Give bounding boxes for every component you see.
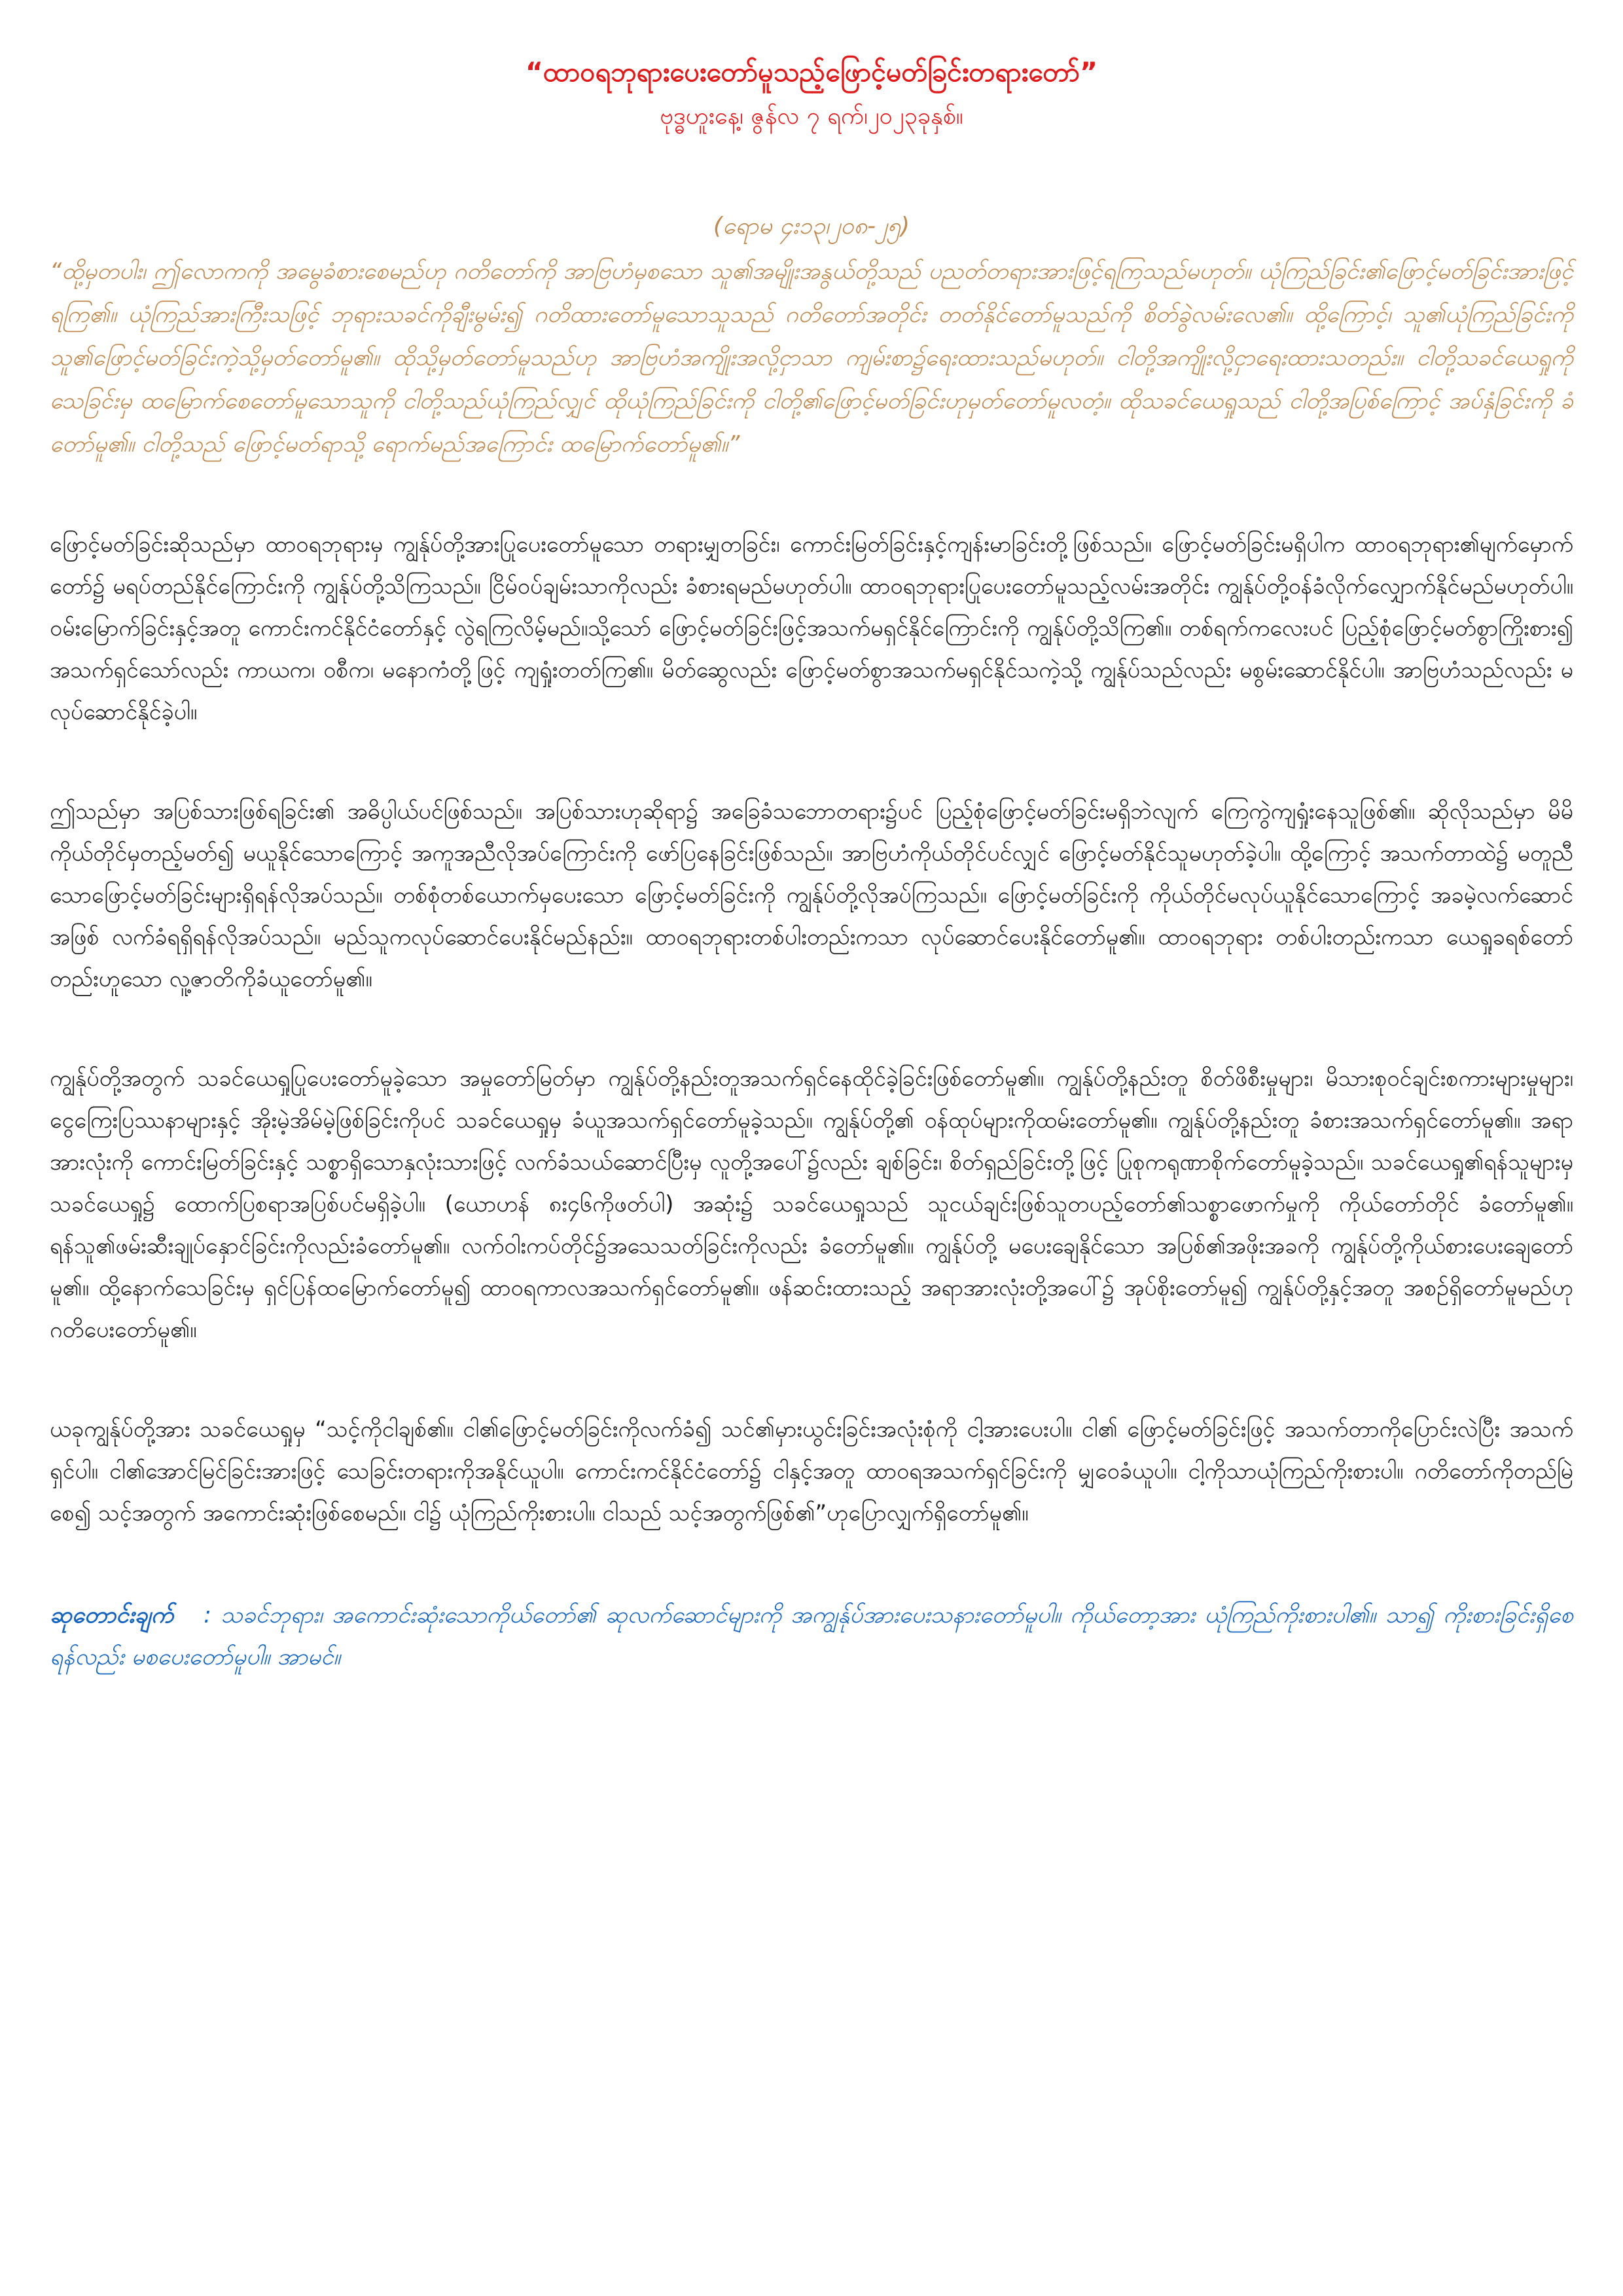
date-line: ဗုဒ္ဓဟူးနေ့၊ ဇွန်လ ၇ ရက်၊၂၀၂၃ခုနှစ်။ bbox=[660, 103, 963, 130]
page-title: “ထာဝရဘုရားပေးတော်မူသည့်ဖြောင့်မတ်ခြင်းတရားတော်” bbox=[525, 56, 1098, 88]
body-paragraph-3: ကျွန်ုပ်တို့အတွက် သခင်ယေရှုပြုပေးတော်မူခဲ့သော အမှုတော်မြတ်မှာ ကျွန်ုပ်တို့နည်းတူအသက်ရှင်နေထိုင်ခဲ့ခြင်းဖြစ်တော်မူ၏။ ကျွန်ုပ်တို့နည်းတူ စိတ်ဖိစီးမှုများ၊ မိသားစုဝင်ချင်းစကားများမှုများ၊ ငွေကြေးပြဿနာများနှင့် အိုးမဲ့အိမ်မဲ့ဖြစ်ခြင်းကိုပင် သခင်ယေရှုမှ ခံယူအသက်ရှင်တော်မူခဲ့သည်။ ကျွန်ုပ်တို့၏ ဝန်ထုပ်များကိုထမ်းတော်မူ၏။ ကျွန်ုပ်တို့နည်းတူ ခံစားအသက်ရှင်တော်မူ၏။ အရာအားလုံးကို ကောင်းမြတ်ခြင်းနှင့် သစ္စာရှိသောနှလုံးသားဖြင့် လက်ခံသယ်ဆောင်ပြီးမှ လူတို့အပေါ်၌လည်း ချစ်ခြင်း၊ စိတ်ရှည်ခြင်းတို့ဖြင့် ပြုစုကရုဏာစိုက်တော်မူခဲ့သည်။ သခင်ယေရှု၏ရန်သူများမှ သခင်ယေရှု၌ ထောက်ပြစရာအပြစ်ပင်မရှိခဲ့ပါ။ (ယောဟန် ၈း၄၆ကိုဖတ်ပါ) အဆုံး၌ သခင်ယေရှုသည် သူငယ်ချင်းဖြစ်သူတပည့်တော်၏သစ္စာဖောက်မှုကို ကိုယ်တော်တိုင် ခံတော်မူ၏။ ရန်သူ၏ဖမ်းဆီးချုပ်နှောင်ခြင်းကိုလည်းခံတော်မူ၏။ လက်ဝါးကပ်တိုင်၌အသေသတ်ခြင်းကိုလည်း ခံတော်မူ၏။ ကျွန်ုပ်တို့ မပေးချေနိုင်သော အပြစ်၏အဖိုးအခကို ကျွန်ုပ်တို့ကိုယ်စားပေးချေတော်မူ၏။ ထို့နောက်သေခြင်းမှ ရှင်ပြန်ထမြောက်တော်မူ၍ ထာဝရကာလအသက်ရှင်တော်မူ၏။ ဖန်ဆင်းထားသည့် အရာအားလုံးတို့အပေါ်၌ အုပ်စိုးတော်မူ၍ ကျွန်ုပ်တို့နှင့်အတူ အစဉ်ရှိတော်မူမည်ဟု ဂတိပေးတော်မူ၏။ bbox=[50, 1066, 1573, 1343]
body-paragraph-4: ယခုကျွန်ုပ်တို့အား သခင်ယေရှုမှ “သင့်ကိုငါချစ်၏။ ငါ၏ဖြောင့်မတ်ခြင်းကိုလက်ခံ၍ သင်၏မှားယွင်းခြင်းအလုံးစုံကို ငါ့အားပေးပါ။ ငါ၏ ဖြောင့်မတ်ခြင်းဖြင့် အသက်တာကိုပြောင်းလဲပြီး အသက်ရှင်ပါ။ ငါ၏အောင်မြင်ခြင်းအားဖြင့် သေခြင်းတရားကိုအနိုင်ယူပါ။ ကောင်းကင်နိုင်ငံတော်၌ ငါနှင့်အတူ ထာဝရအသက်ရှင်ခြင်းကို မျှဝေခံယူပါ။ ငါ့ကိုသာယုံကြည်ကိုးစားပါ။ ဂတိတော်ကိုတည်မြဲစေ၍ သင့်အတွက် အကောင်းဆုံးဖြစ်စေမည်။ ငါ၌ ယုံကြည်ကိုးစားပါ။ ငါသည် သင့်အတွက်ဖြစ်၏”ဟုပြောလျှက်ရှိတော်မူ၏။ bbox=[50, 1416, 1573, 1526]
prayer-section bbox=[50, 1594, 1573, 1678]
body-paragraph-2: ဤသည်မှာ အပြစ်သားဖြစ်ရခြင်း၏ အဓိပ္ပါယ်ပင်ဖြစ်သည်။ အပြစ်သားဟုဆိုရာ၌ အခြေခံသဘောတရား၌ပင် ပြည့်စုံဖြောင့်မတ်ခြင်းမရှိဘဲလျက် ကြေကွဲကျရှုံးနေသူဖြစ်၏။ ဆိုလိုသည်မှာ မိမိကိုယ်တိုင်မှတည့်မတ်၍ မယူနိုင်သောကြောင့် အကူအညီလိုအပ်ကြောင်းကို ဖော်ပြနေခြင်းဖြစ်သည်။ အာဗြဟံကိုယ်တိုင်ပင်လျှင် ဖြောင့်မတ်နိုင်သူမဟုတ်ခဲ့ပါ။ ထို့ကြောင့် အသက်တာထဲ၌ မတူညီသောဖြောင့်မတ်ခြင်းများရှိရန်လိုအပ်သည်။ တစ်စုံတစ်ယောက်မှပေးသော ဖြောင့်မတ်ခြင်းကို ကျွန်ုပ်တို့လိုအပ်ကြသည်။ ဖြောင့်မတ်ခြင်းကို ကိုယ်တိုင်မလုပ်ယူနိုင်သောကြောင့် အခမဲ့လက်ဆောင်အဖြစ် လက်ခံရရှိရန်လိုအပ်သည်။ မည်သူကလုပ်ဆောင်ပေးနိုင်မည်နည်း။ ထာဝရဘုရားတစ်ပါးတည်းကသာ လုပ်ဆောင်ပေးနိုင်တော်မူ၏။ ထာဝရဘုရား တစ်ပါးတည်းကသာ ယေရှုခရစ်တော်တည်းဟူသော လူ့ဇာတိကိုခံယူတော်မူ၏။ bbox=[50, 798, 1573, 992]
prayer-text: : သခင်ဘုရား၊ အကောင်းဆုံးသောကိုယ်တော်၏ ဆုလက်ဆောင်များကို အကျွန်ုပ်အားပေးသနားတော်မူပါ။ ကိုယ်တော့အား ယုံကြည်ကိုးစားပါ၏။ သာ၍ ကိုးစားခြင်းရှိစေရန်လည်း မစပေးတော်မူပါ။ အာမင်။ bbox=[50, 1602, 1573, 1670]
scripture-reference: (ရောမ ၄း၁၃၊၂၀၈-၂၅) bbox=[713, 213, 910, 240]
prayer-label: ဆုတောင်းချက် bbox=[50, 1602, 174, 1628]
scripture-quote: “ထို့မှတပါး၊ ဤလောကကို အမွေခံစားစေမည်ဟု ဂတိတော်ကို အာဗြဟံမှစသော သူ၏အမျိုးအနွယ်တို့သည် ပညတ်တရားအားဖြင့်ရကြသည်မဟုတ်။ ယုံကြည်ခြင်း၏ဖြောင့်မတ်ခြင်းအားဖြင့်ရကြ၏။ ယုံကြည်အားကြီးသဖြင့် ဘုရားသခင်ကိုချီးမွမ်း၍ ဂတိထားတော်မူသောသူသည် ဂတိတော်အတိုင်း တတ်နိုင်တော်မူသည်ကို စိတ်ခွဲလမ်းလေ၏။ ထို့ကြောင့်၊ သူ၏ယုံကြည်ခြင်းကို သူ၏ဖြောင့်မတ်ခြင်းကဲ့သို့မှတ်တော်မူ၏။ ထိုသို့မှတ်တော်မူသည်ဟု အာဗြဟံအကျိုးအလို့ငှာသာ ကျမ်းစာ၌ရေးထားသည်မဟုတ်။ ငါတို့အကျိုးလို့ငှာရေးထားသတည်း။ ငါတို့သခင်ယေရှုကိုသေခြင်းမှ ထမြောက်စေတော်မူသောသူကို ငါတို့သည်ယုံကြည်လျှင် ထိုယုံကြည်ခြင်းကို ငါတို့၏ဖြောင့်မတ်ခြင်းဟုမှတ်တော်မူလတံ့။ ထိုသခင်ယေရှုသည် ငါတို့အပြစ်ကြောင့် အပ်နှံခြင်းကို ခံတော်မူ၏။ ငါတို့သည် ဖြောင့်မတ်ရာသို့ ရောက်မည်အကြောင်း ထမြောက်တော်မူ၏။” bbox=[50, 259, 1573, 457]
body-paragraph-1: ဖြောင့်မတ်ခြင်းဆိုသည်မှာ ထာဝရဘုရားမှ ကျွန်ုပ်တို့အားပြုပေးတော်မူသော တရားမျှတခြင်း၊ ကောင်းမြတ်ခြင်းနှင့်ကျန်းမာခြင်းတို့ဖြစ်သည်။ ဖြောင့်မတ်ခြင်းမရှိပါက ထာဝရဘုရား၏မျက်မှောက်တော်၌ မရပ်တည်နိုင်ကြောင်းကို ကျွန်ုပ်တို့သိကြသည်။ ငြိမ်ဝပ်ချမ်းသာကိုလည်း ခံစားရမည်မဟုတ်ပါ။ ထာဝရဘုရားပြုပေးတော်မူသည့်လမ်းအတိုင်း ကျွန်ုပ်တို့ဝန်ခံလိုက်လျှောက်နိုင်မည်မဟုတ်ပါ။ ဝမ်းမြောက်ခြင်းနှင့်အတူ ကောင်းကင်နိုင်ငံတော်နှင့် လွဲရကြလိမ့်မည်။သို့သော် ဖြောင့်မတ်ခြင်းဖြင့်အသက်မရှင်နိုင်ကြောင်းကို ကျွန်ုပ်တို့သိကြ၏။ တစ်ရက်ကလေးပင် ပြည့်စုံဖြောင့်မတ်စွာကြိုးစား၍ အသက်ရှင်သော်လည်း ကာယက၊ ဝစီက၊ မနောကံတို့ဖြင့် ကျရှုံးတတ်ကြ၏။ မိတ်ဆွေလည်း ဖြောင့်မတ်စွာအသက်မရှင်နိုင်သကဲ့သို့ ကျွန်ုပ်သည်လည်း မစွမ်းဆောင်နိုင်ပါ။ အာဗြဟံသည်လည်း မလုပ်ဆောင်နိုင်ခဲ့ပါ။ bbox=[50, 531, 1573, 725]
